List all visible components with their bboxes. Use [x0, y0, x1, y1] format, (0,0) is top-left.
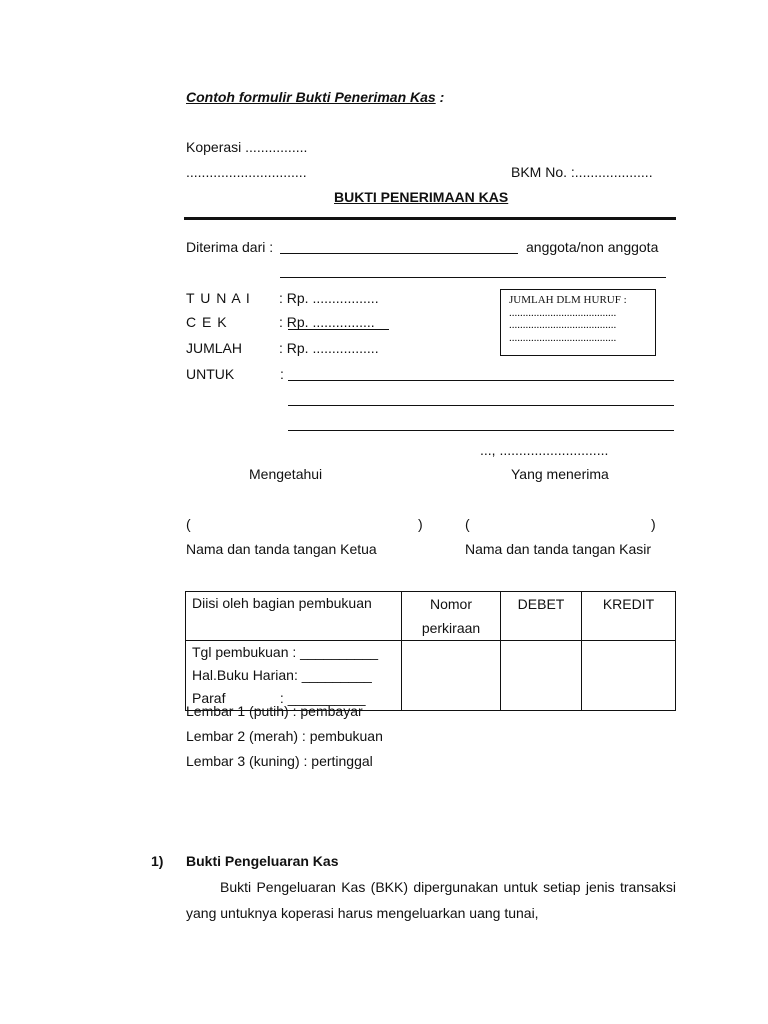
- koperasi-label: Koperasi ................: [186, 139, 308, 155]
- sheet-line: Lembar 2 (merah) : pembukuan: [186, 728, 383, 744]
- table-header-cell: [186, 592, 402, 641]
- table-cell: [501, 641, 582, 711]
- table-header-cell: [501, 592, 582, 641]
- diterima-second-line: [280, 277, 666, 278]
- signature-right-close: ): [651, 516, 656, 532]
- form-title: BUKTI PENERIMAAN KAS: [334, 189, 509, 205]
- heading-text: Contoh formulir Bukti Peneriman Kas: [186, 89, 436, 105]
- table-cell: [186, 641, 402, 711]
- signature-right-role: Yang menerima: [511, 466, 609, 482]
- row-tgl-pembukuan: Tgl pembukuan : __________: [192, 644, 379, 660]
- bookkeeping-table: [185, 591, 676, 711]
- bkm-number-label: BKM No. :....................: [511, 164, 653, 180]
- title-rule: [184, 217, 676, 220]
- cek-underline: [288, 329, 389, 330]
- heading-colon: :: [439, 89, 445, 105]
- document-heading: [186, 88, 444, 106]
- table-header-row: [186, 592, 676, 641]
- table-cell: [402, 641, 501, 711]
- untuk-line-1: [288, 380, 674, 381]
- untuk-label: UNTUK: [186, 366, 235, 382]
- tunai-value: : Rp. .................: [279, 290, 379, 306]
- header-diisi: Diisi oleh bagian pembukuan: [192, 595, 372, 611]
- signature-left-close: ): [418, 516, 423, 532]
- diterima-label: Diterima dari :: [186, 239, 274, 255]
- jumlah-value: : Rp. .................: [279, 340, 379, 356]
- place-date: ..., ............................: [480, 442, 609, 458]
- table-cell: [582, 641, 676, 711]
- cek-value: : Rp. ................: [279, 314, 375, 330]
- diterima-fill-line: [280, 253, 518, 254]
- diterima-suffix: anggota/non anggota: [526, 239, 659, 255]
- jumlah-label: JUMLAH: [186, 340, 243, 356]
- huruf-box-line: .......................................: [509, 306, 617, 319]
- jumlah-huruf-box: [500, 289, 656, 356]
- huruf-box-title: JUMLAH DLM HURUF :: [509, 294, 627, 306]
- header-nomor: [402, 592, 500, 640]
- table-row: [186, 641, 676, 711]
- header-nomor-line2: perkiraan: [421, 620, 481, 636]
- untuk-colon: :: [280, 366, 284, 382]
- row-hal-buku-harian: Hal.Buku Harian: _________: [192, 667, 372, 683]
- table-header-cell: [402, 592, 501, 641]
- huruf-box-line: .......................................: [509, 319, 617, 331]
- signature-left-caption: Nama dan tanda tangan Ketua: [186, 541, 377, 557]
- koperasi-dots-line: ...............................: [186, 164, 307, 180]
- untuk-line-2: [288, 405, 674, 406]
- section-paragraph-text: Bukti Pengeluaran Kas (BKK) dipergunakan untuk setiap jenis transaksi yang untuknya koperasi harus mengeluarkan uang tunai,: [186, 879, 676, 921]
- sheet-line: Lembar 1 (putih) : pembayar: [186, 703, 363, 719]
- untuk-line-3: [288, 430, 674, 431]
- header-debet: DEBET: [517, 596, 565, 612]
- signature-right-caption: Nama dan tanda tangan Kasir: [465, 541, 652, 557]
- section-number: 1): [151, 853, 164, 869]
- header-kredit: KREDIT: [602, 596, 655, 612]
- section-paragraph: [186, 874, 676, 926]
- signature-left-open: (: [186, 516, 191, 532]
- row-paraf: Paraf : __________: [192, 690, 366, 706]
- section-title: Bukti Pengeluaran Kas: [186, 853, 339, 869]
- cek-label: C E K: [186, 314, 228, 330]
- huruf-box-line: .......................................: [509, 331, 617, 344]
- signature-right-open: (: [465, 516, 470, 532]
- header-nomor-line1: Nomor: [429, 596, 472, 612]
- sheet-line: Lembar 3 (kuning) : pertinggal: [186, 753, 373, 769]
- signature-left-role: Mengetahui: [249, 466, 323, 482]
- table-header-cell: [582, 592, 676, 641]
- tunai-label: T U N A I: [186, 290, 251, 306]
